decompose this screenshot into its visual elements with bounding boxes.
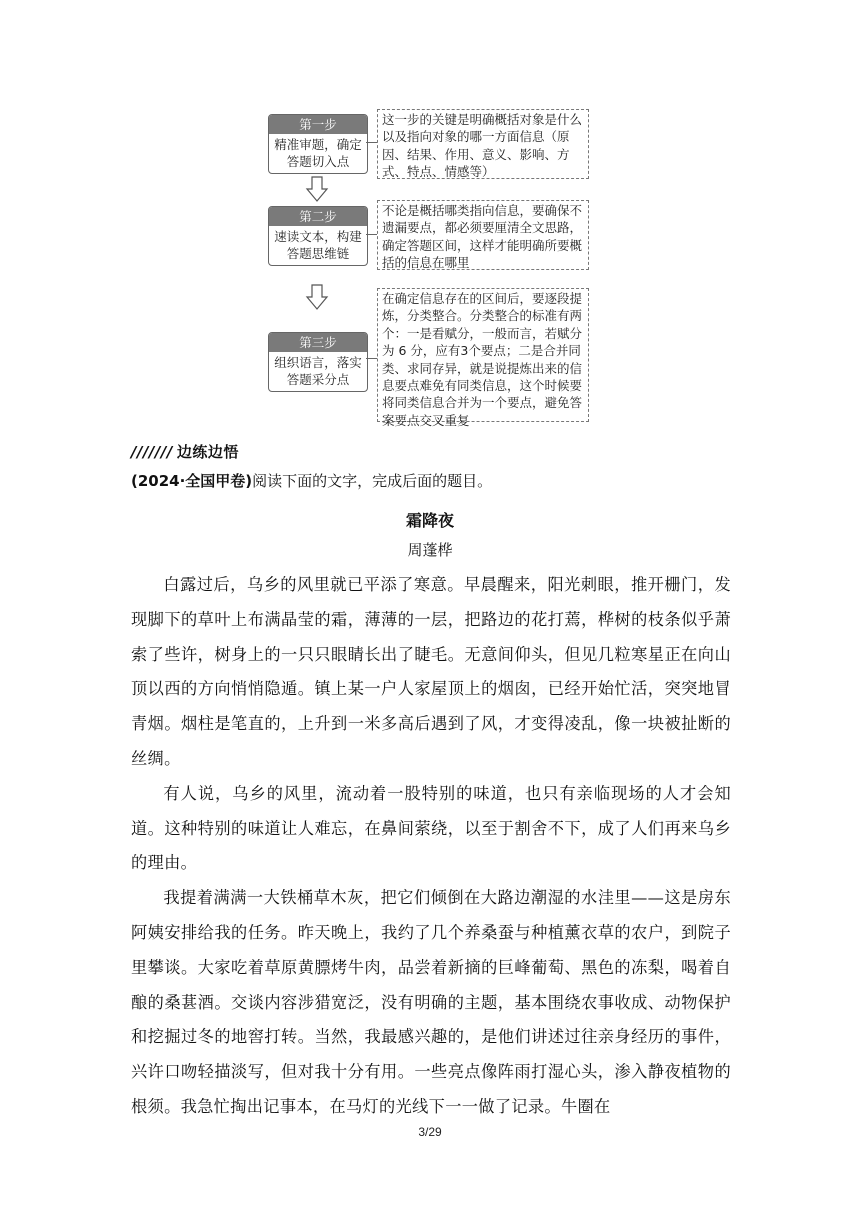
section-slashes: /////// bbox=[131, 443, 173, 461]
paragraph: 我提着满满一大铁桶草木灰，把它们倾倒在大路边潮湿的水洼里——这是房东阿姨安排给我的任务。昨天晚上，我约了几个养桑蚕与种植薰衣草的农户，到院子里攀谈。大家吃着草原黄膘烤牛肉，品尝着新摘的巨峰葡萄、黑色的冻梨，喝着自酿的桑葚酒。交谈内容涉猎宽泛，没有明确的主题，基本围绕农事收成、动物保护和挖掘过冬的地窖打转。当然，我最感兴趣的，是他们讲述过往亲身经历的事件，兴许口吻轻描淡写，但对我十分有用。一些亮点像阵雨打湿心头，渗入静夜植物的根须。我急忙掏出记事本，在马灯的光线下一一做了记录。牛圈在 bbox=[131, 888, 731, 1116]
section-heading bbox=[131, 441, 239, 462]
step-2-body: 速读文本，构建答题思维链 bbox=[274, 229, 362, 261]
section-heading-text: 边练边悟 bbox=[176, 443, 239, 461]
page-number: 3/29 bbox=[418, 1125, 442, 1139]
step-2-box bbox=[268, 206, 368, 266]
article-author: 周蓬桦 bbox=[407, 541, 453, 559]
connector-line bbox=[366, 358, 377, 359]
source-instruction: 阅读下面的文字，完成后面的题目。 bbox=[252, 472, 493, 490]
connector-line bbox=[366, 234, 377, 235]
connector-line bbox=[366, 142, 377, 143]
step-3-note: 在确定信息存在的区间后，要逐段提炼，分类整合。分类整合的标准有两个：一是看赋分，一般而言，若赋分为 6 分，应有3个要点；二是合并同类、求同存异，就是说提炼出来的信息要点难免有同类信息，这个时候要将同类信息合并为一个要点，避免答案要点交叉重复 bbox=[377, 288, 589, 422]
paragraph: 白露过后，乌乡的风里就已平添了寒意。早晨醒来，阳光刺眼，推开栅门，发现脚下的草叶上布满晶莹的霜，薄薄的一层，把路边的花打蔫，桦树的枝条似乎萧索了些许，树身上的一只只眼睛长出了睫毛。无意间仰头，但见几粒寒星正在向山顶以西的方向悄悄隐遁。镇上某一户人家屋顶上的烟囱，已经开始忙活，突突地冒青烟。烟柱是笔直的，上升到一米多高后遇到了风，才变得凌乱，像一块被扯断的丝绸。 bbox=[131, 575, 731, 768]
question-source bbox=[131, 470, 492, 491]
article-title: 霜降夜 bbox=[405, 511, 454, 530]
source-label: (2024·全国甲卷) bbox=[131, 472, 253, 490]
article-body bbox=[131, 568, 731, 1125]
step-1-title: 第一步 bbox=[269, 115, 367, 134]
down-arrow-icon bbox=[305, 284, 329, 310]
down-arrow-icon bbox=[305, 176, 329, 202]
paragraph: 有人说，乌乡的风里，流动着一股特别的味道，也只有亲临现场的人才会知道。这种特别的味道让人难忘，在鼻间萦绕，以至于割舍不下，成了人们再来乌乡的理由。 bbox=[131, 783, 731, 873]
flow-diagram bbox=[0, 0, 860, 430]
step-1-box bbox=[268, 114, 368, 174]
step-2-title: 第二步 bbox=[269, 207, 367, 226]
step-1-body: 精准审题，确定答题切入点 bbox=[274, 137, 362, 169]
step-3-title: 第三步 bbox=[269, 333, 367, 352]
step-2-note: 不论是概括哪类指向信息，要确保不遗漏要点，都必须要厘清全文思路，确定答题区间，这样才能明确所要概括的信息在哪里 bbox=[377, 200, 589, 270]
step-1-note: 这一步的关键是明确概括对象是什么以及指向对象的哪一方面信息（原因、结果、作用、意义、影响、方式、特点、情感等） bbox=[377, 109, 589, 179]
step-3-box bbox=[268, 332, 368, 392]
step-3-body: 组织语言，落实答题采分点 bbox=[274, 355, 362, 387]
